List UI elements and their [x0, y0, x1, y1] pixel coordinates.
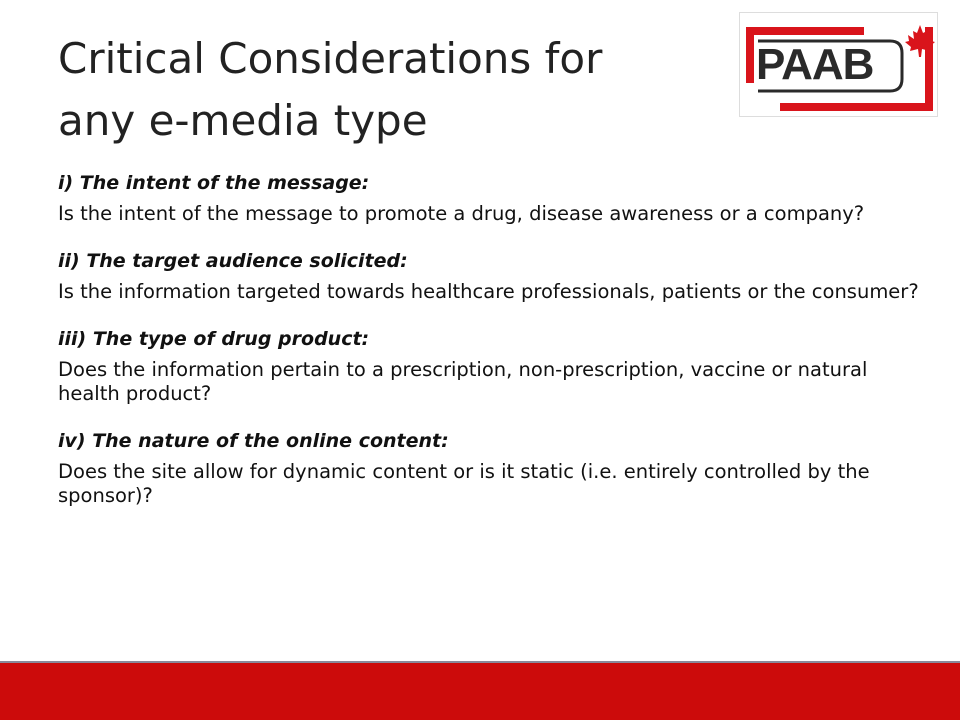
consideration-item — [58, 246, 928, 304]
logo-text: PAAB — [756, 40, 874, 89]
consideration-item — [58, 426, 928, 508]
slide-title-line-2: any e-media type — [58, 96, 428, 145]
item-heading: iii) The type of drug product: — [58, 328, 370, 350]
considerations-list — [58, 168, 928, 528]
item-heading: i) The intent of the message: — [58, 172, 370, 194]
item-body: Is the information targeted towards healthcare professionals, patients or the consumer? — [58, 280, 919, 303]
item-heading: iv) The nature of the online content: — [58, 430, 449, 452]
consideration-item — [58, 324, 928, 406]
paab-logo — [739, 12, 938, 117]
slide-title — [58, 28, 698, 152]
item-body: Does the site allow for dynamic content or is it static (i.e. entirely controlled by the sponsor)? — [58, 460, 870, 507]
footer-bar — [0, 661, 960, 720]
item-heading: ii) The target audience solicited: — [58, 250, 408, 272]
consideration-item — [58, 168, 928, 226]
slide-title-line-1: Critical Considerations for — [58, 34, 603, 83]
item-body: Is the intent of the message to promote a drug, disease awareness or a company? — [58, 202, 865, 225]
item-body: Does the information pertain to a prescription, non-prescription, vaccine or natural health product? — [58, 358, 868, 405]
